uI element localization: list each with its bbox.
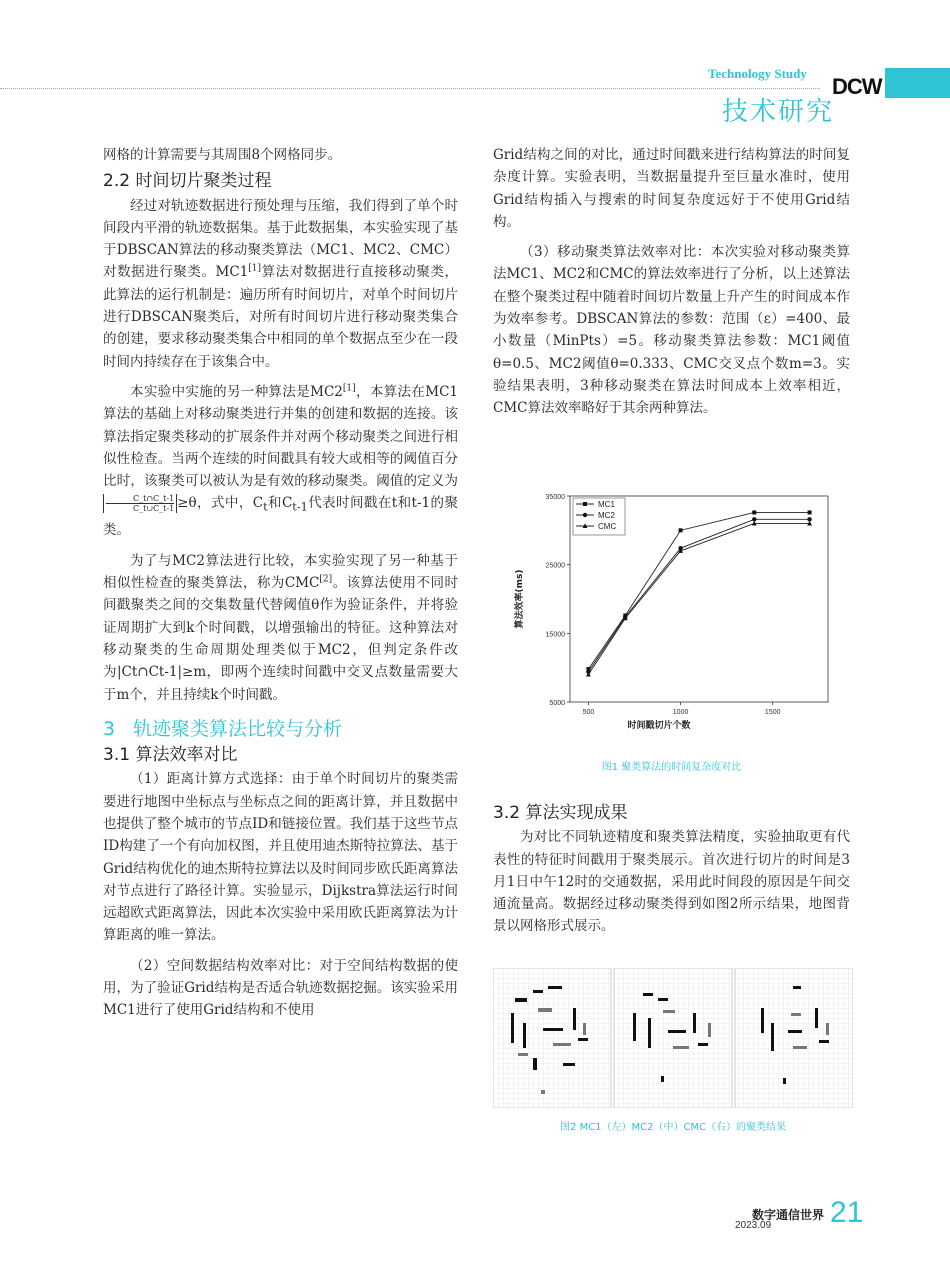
series-line-mc1 (588, 512, 809, 669)
legend-label-mc1: MC1 (598, 500, 615, 509)
paragraph: Grid结构之间的对比，通过时间戳来进行结构算法的时间复杂度计算。实验表明，当数据量提升至巨量水准时，使用Grid结构插入与搜索的时间复杂度远好于不使用Grid结构。 (493, 147, 850, 230)
map-mc1 (493, 968, 611, 1108)
figure-1-caption: 图1 聚类算法的时间复杂度对比 (601, 762, 742, 773)
paragraph: 经过对轨迹数据进行预处理与压缩，我们得到了单个时间段内平滑的轨迹数据集。基于此数据集，本实验实现了基于DBSCAN算法的移动聚类算法（MC1、MC2、CMC）对数据进行聚类。MC1[1]算法对数据进行直接移动聚类，此算法的运行机制是：遍历所有时间切片，对单个时间切片进行DBSCAN聚类后，对所有时间切片进行移动聚类集合的创建，要求移动聚类集合中相同的单个数据点至少在一段时间内持续存在于该集合中。 (103, 197, 459, 370)
issue-date: 2023.09 (735, 1220, 772, 1231)
section-heading-2-2: 2.2 时间切片聚类过程 (103, 171, 272, 192)
section-heading-3: 3 轨迹聚类算法比较与分析 (103, 717, 343, 740)
paragraph: 本实验中实施的另一种算法是MC2[1]，本算法在MC1算法的基础上对移动聚类进行并集的创建和数据的连接。该算法指定聚类移动的扩展条件并对两个移动聚类之间进行相似性检查。当两个连续的时间戳具有较大或相等的阈值百分比时，该聚类可以被认为是有效的移动聚类。阈值的定义为 $\frac{C\_t\cap C\_t-1}{C\_t\cup C\_t-1}$ ≥θ，式中，$C_t$和$C_{t-1}$代表时间戳在t和t-1的聚类。 (103, 383, 458, 539)
threshold-formula: $\frac{C\_t\cap C\_t-1}{C\_t\cup C\_t-1}$ (103, 494, 177, 513)
section-heading-3-2: 3.2 算法实现成果 (493, 803, 628, 823)
paragraph: （2）空间数据结构效率对比：对于空间结构数据的使用，为了验证Grid结构是否适合轨迹数据挖掘。该实验采用MC1进行了使用Grid结构和不使用 (103, 957, 458, 1019)
figure-2-caption: 图2 MC1（左）MC2（中）CMC（右）的聚类结果 (559, 1122, 787, 1133)
map-mc2 (614, 968, 732, 1108)
y-tick-label: 35000 (545, 494, 565, 501)
left-column (103, 144, 458, 1022)
x-tick-label: 500 (582, 709, 595, 716)
legend-label-cmc: CMC (598, 522, 617, 531)
map-cmc (735, 968, 853, 1108)
paragraph: 网格的计算需要与其周围8个网格同步。 (103, 147, 342, 163)
header-en-title: Technology Study (708, 66, 807, 81)
y-tick-label: 25000 (545, 562, 565, 570)
dcw-logo: DCW (832, 74, 882, 99)
right-column-bottom (493, 798, 850, 938)
right-column-top (493, 144, 850, 420)
x-tick-label: 1000 (672, 709, 689, 716)
legend-marker (583, 502, 587, 506)
journal-name: 数字通信世界 (752, 1208, 825, 1222)
paragraph: （3）移动聚类算法效率对比：本次实验对移动聚类算法MC1、MC2和CMC的算法效率进行了分析，以上述算法在整个聚类过程中随着时间切片数量上升产生的时间成本作为效率参考。DBSCAN算法的参数：范围（ε）=400、最小数量（MinPts）=5。移动聚类算法参数：MC1阈值θ=0.5、MC2阈值θ=0.333、CMC交叉点个数m=3。实验结果表明，3种移动聚类在算法时间成本上效率相近，CMC算法效率略好于其余两种算法。 (493, 244, 850, 417)
page-number: 21 (830, 1196, 864, 1229)
data-point-mc1 (752, 510, 756, 514)
cluster-result-maps (493, 968, 853, 1108)
x-axis-label: 时间戳切片个数 (627, 721, 691, 731)
x-tick-label: 1500 (764, 709, 781, 716)
y-tick-label: 15000 (545, 631, 565, 639)
series-line-cmc (588, 523, 809, 674)
series-line-mc2 (588, 519, 809, 671)
citation: [2] (319, 574, 333, 585)
data-point-mc1 (679, 528, 683, 532)
header-cn-title: 技术研究 (722, 97, 835, 127)
y-tick-label: 5000 (549, 700, 565, 707)
citation: [1] (342, 383, 356, 394)
data-point-mc1 (808, 510, 812, 514)
header-accent-bar (885, 68, 950, 98)
y-axis-label: 算法效率(ms) (515, 569, 525, 629)
legend-marker (583, 513, 587, 517)
header-rule (0, 88, 820, 89)
paragraph: 为了与MC2算法进行比较，本实验实现了另一种基于相似性检查的聚类算法，称为CMC[2]。该算法使用不同时间戳聚类之间的交集数量代替阈值θ作为验证条件，并将验证周期扩大到k个时间戳，以增强输出的特征。这种算法对移动聚类的生命周期处理类似于MC2，但判定条件改为|Ct∩Ct-1|≥m，即两个连续时间戳中交叉点数量需要大于m个，并且持续k个时间戳。 (103, 552, 458, 703)
legend-label-mc2: MC2 (598, 511, 615, 520)
paragraph: 为对比不同轨迹精度和聚类算法精度，实验抽取更有代表性的特征时间戳用于聚类展示。首次进行切片的时间是3月1日中午12时的交通数据，采用此时间段的原因是午间交通流量高。数据经过移动聚类得到如图2所示结果，地图背景以网格形式展示。 (493, 829, 850, 935)
paragraph: （1）距离计算方式选择：由于单个时间切片的聚类需要进行地图中坐标点与坐标点之间的距离计算，并且数据中也提供了整个城市的节点ID和链接位置。我们基于这些节点ID构建了一个有向加权图，并且使用迪杰斯特拉算法、基于Grid结构优化的迪杰斯特拉算法以及时间同步欧氏距离算法对节点进行了路径计算。实验显示，Dijkstra算法运行时间远超欧式距离算法，因此本次实验中采用欧氏距离算法为计算距离的唯一算法。 (103, 771, 458, 944)
efficiency-line-chart (508, 474, 838, 744)
citation: [1] (248, 263, 262, 274)
section-heading-3-1: 3.1 算法效率对比 (103, 745, 238, 766)
